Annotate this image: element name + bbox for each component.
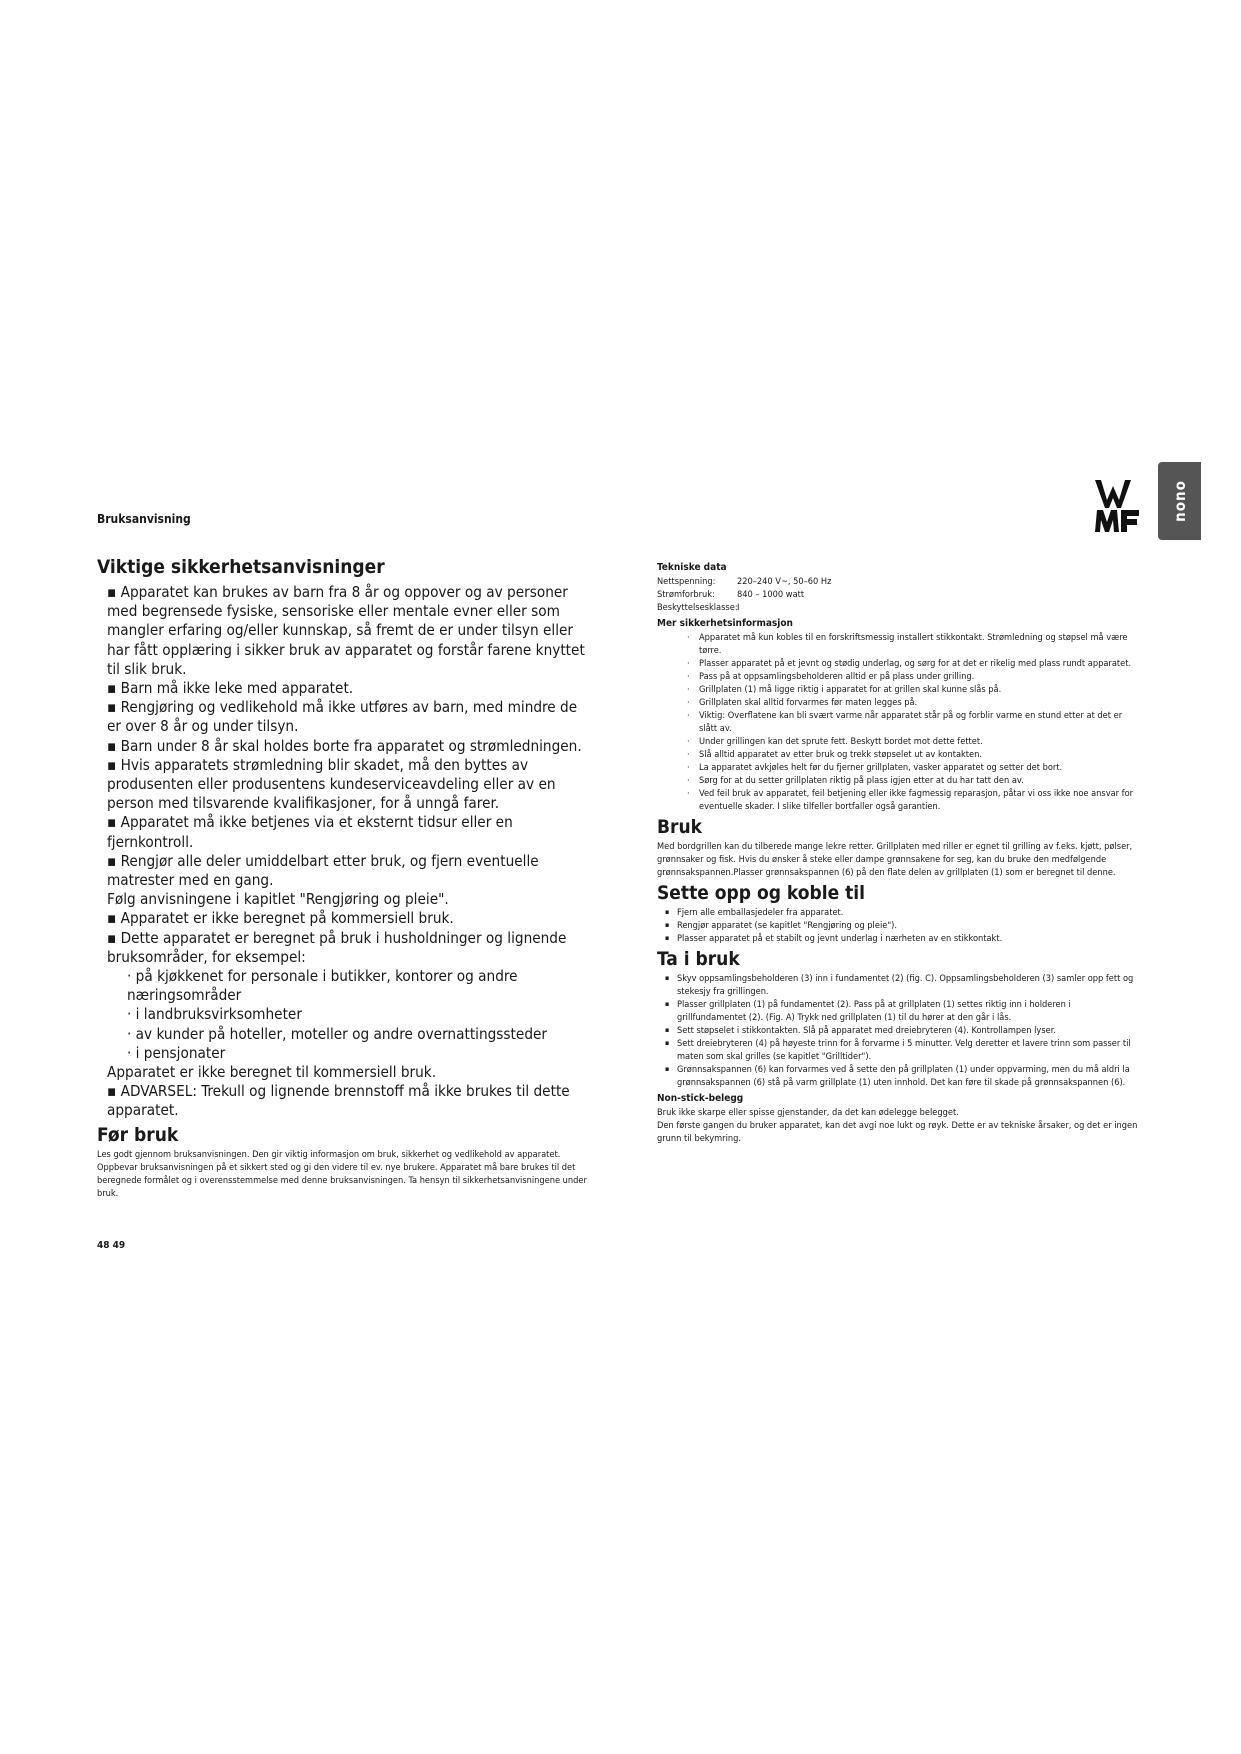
safety-paragraph: ▪ Hvis apparatets strømledning blir skadet, må den byttes av produsenten eller produsentens kundeserviceavdeling eller av en person med tilsvarende kvalifikasjoner, for å unngå farer. — [107, 755, 556, 813]
safety-paragraph: ▪ Apparatet må ikke betjenes via et eksternt tidsur eller en fjernkontroll. — [107, 813, 513, 851]
use-title: Bruk — [657, 816, 702, 838]
safety-paragraph: ▪ Apparatet er ikke beregnet på kommersiell bruk. — [107, 909, 454, 928]
list-item: · La apparatet avkjøles helt før du fjerner grillplaten, vasker apparatet og setter det bort. — [687, 761, 1142, 774]
left-column — [97, 556, 592, 1200]
list-item: ▪ Grønnsakspannen (6) kan forvarmes ved å sette den på grillplaten (1) under oppvarming, men du må aldri la grønnsakspannen (6) stå på varm grillplate (1) uten innhold. Det kan føre til skade på grønnsakspannen (6). — [665, 1063, 1142, 1089]
usage-area-item: · av kunder på hoteller, moteller og andre overnattingssteder — [127, 1024, 548, 1043]
wmf-logo — [1093, 478, 1141, 534]
safety-paragraph: ▪ Barn under 8 år skal holdes borte fra apparatet og strømledningen. — [107, 736, 582, 755]
nonstick-title: Non-stick-belegg — [657, 1093, 744, 1104]
technical-data-title: Tekniske data — [657, 562, 727, 573]
safety-paragraph: ▪ ADVARSEL: Trekull og lignende brennstoff må ikke brukes til dette apparatet. — [107, 1082, 570, 1120]
tech-value: 220–240 V~, 50–60 Hz — [737, 576, 832, 587]
tech-label: Nettspenning: — [657, 576, 716, 587]
start-use-title: Ta i bruk — [657, 948, 740, 970]
safety-paragraph: Apparatet er ikke beregnet til kommersiell bruk. — [107, 1063, 437, 1082]
before-use-title: Før bruk — [97, 1123, 179, 1146]
before-use-text: Les godt gjennom bruksanvisningen. Den gir viktig informasjon om bruk, sikkerhet og vedlikehold av apparatet. Oppbevar bruksanvisningen på et sikkert sted og gi den videre til ev. nye brukere. Apparatet må bare brukes til det beregnede formålet og i overensstemmelse med denne bruksanvisningen. Ta hensyn til sikkerhetsanvisningene under bruk. — [97, 1148, 587, 1199]
language-tab-label: nono — [1170, 480, 1189, 522]
list-item: · Slå alltid apparatet av etter bruk og trekk støpselet ut av kontakten. — [687, 748, 1142, 761]
list-item: · Viktig: Overflatene kan bli svært varme når apparatet står på og forblir varme en stund etter at det er slått av. — [687, 709, 1142, 735]
list-item: · Plasser apparatet på et jevnt og stødig underlag, og sørg for at det er rikelig med plass rundt apparatet. — [687, 657, 1142, 670]
safety-title: Viktige sikkerhetsanvisninger — [97, 556, 385, 578]
list-item: · Under grillingen kan det sprute fett. Beskytt bordet mot dette fettet. — [687, 735, 1142, 748]
nonstick-text: Den første gangen du bruker apparatet, kan det avgi noe lukt og røyk. Dette er av tekniske årsaker, og det er ingen grunn til bekymring. — [657, 1120, 1138, 1144]
setup-title: Sette opp og koble til — [657, 882, 866, 904]
list-item: · Sørg for at du setter grillplaten riktig på plass igjen etter at du har tatt den av. — [687, 774, 1142, 787]
right-column — [657, 558, 1142, 1145]
list-item: · Grillplaten (1) må ligge riktig i apparatet for at grillen skal kunne slås på. — [687, 683, 1142, 696]
list-item: ▪ Sett dreiebryteren (4) på høyeste trinn for å forvarme i 5 minutter. Velg deretter et lavere trinn som passer til maten som skal grilles (se kapitlet "Grilltider"). — [665, 1037, 1142, 1063]
list-item: ▪ Plasser apparatet på et stabilt og jevnt underlag i nærheten av en stikkontakt. — [665, 932, 1142, 945]
safety-paragraph: ▪ Dette apparatet er beregnet på bruk i husholdninger og lignende bruksområder, for eksempel: — [107, 928, 567, 966]
tech-value: 840 – 1000 watt — [737, 589, 805, 600]
more-safety-title: Mer sikkerhetsinformasjon — [657, 618, 793, 629]
list-item: · Grillplaten skal alltid forvarmes før maten legges på. — [687, 696, 1142, 709]
tech-label: Strømforbruk: — [657, 589, 715, 600]
language-tab — [1158, 462, 1201, 540]
list-item: · Ved feil bruk av apparatet, feil betjening eller ikke fagmessig reparasjon, påtar vi oss ikke noe ansvar for eventuelle skader. I slike tilfeller bortfaller også garantien. — [687, 787, 1142, 813]
tech-value: I — [737, 602, 740, 613]
nonstick-text: Bruk ikke skarpe eller spisse gjenstander, da det kan ødelegge belegget. — [657, 1107, 959, 1118]
list-item: ▪ Sett støpselet i stikkontakten. Slå på apparatet med dreiebryteren (4). Kontrollampen lyser. — [665, 1024, 1142, 1037]
document-header-label: Bruksanvisning — [97, 512, 191, 526]
safety-instructions — [97, 583, 592, 1121]
usage-area-item: · i pensjonater — [127, 1043, 226, 1062]
list-item: ▪ Skyv oppsamlingsbeholderen (3) inn i fundamentet (2) (fig. C). Oppsamlingsbeholderen (3) samler opp fett og stekesjy fra grillingen. — [665, 972, 1142, 998]
setup-list — [657, 906, 1142, 945]
safety-paragraph: ▪ Rengjøring og vedlikehold må ikke utføres av barn, med mindre de er over 8 år og under tilsyn. — [107, 698, 578, 736]
safety-paragraph: ▪ Rengjør alle deler umiddelbart etter bruk, og fjern eventuelle matrester med en gang. — [107, 851, 539, 890]
page-numbers: 48 49 — [97, 1240, 126, 1251]
list-item: · Pass på at oppsamlingsbeholderen alltid er på plass under grilling. — [687, 670, 1142, 683]
safety-paragraph: Følg anvisningene i kapitlet "Rengjøring og pleie". — [107, 890, 449, 909]
safety-paragraph: ▪ Apparatet kan brukes av barn fra 8 år og oppover og av personer med begrensede fysiske, sensoriske eller mentale evner eller som mangler erfaring og/eller kunnskap, så fremt de er under tilsyn eller har fått opplæring i sikker bruk av apparatet og forstår farene knyttet til slik bruk. — [107, 583, 585, 678]
list-item: ▪ Plasser grillplaten (1) på fundamentet (2). Pass på at grillplaten (1) settes riktig inn i holderen i grillfundamentet (2). (Fig. A) Trykk ned grillplaten (1) til du hører at den går i lås. — [665, 998, 1142, 1024]
list-item: · Apparatet må kun kobles til en forskriftsmessig installert stikkontakt. Strømledning og støpsel må være tørre. — [687, 631, 1142, 657]
usage-area-item: · på kjøkkenet for personale i butikker, kontorer og andre næringsområder — [127, 967, 518, 1005]
more-safety-list — [657, 631, 1142, 813]
start-use-list — [657, 972, 1142, 1089]
list-item: ▪ Rengjør apparatet (se kapitlet "Rengjøring og pleie"). — [665, 919, 1142, 932]
safety-paragraph: ▪ Barn må ikke leke med apparatet. — [107, 679, 354, 698]
tech-label: Beskyttelsesklasse: — [657, 602, 738, 613]
technical-data-table — [657, 575, 1142, 614]
usage-area-item: · i landbruksvirksomheter — [127, 1005, 302, 1024]
list-item: ▪ Fjern alle emballasjedeler fra apparatet. — [665, 906, 1142, 919]
use-text: Med bordgrillen kan du tilberede mange lekre retter. Grillplaten med riller er egnet til grilling av f.eks. kjøtt, pølser, grønnsaker og fisk. Hvis du ønsker å steke eller dampe grønnsakene for seg, kan du bruke den medfølgende grønnsakspannen.Plasser grønnsakspannen (6) på den flate delen av grillplaten (1) som er beregnet til denne. — [657, 841, 1133, 878]
